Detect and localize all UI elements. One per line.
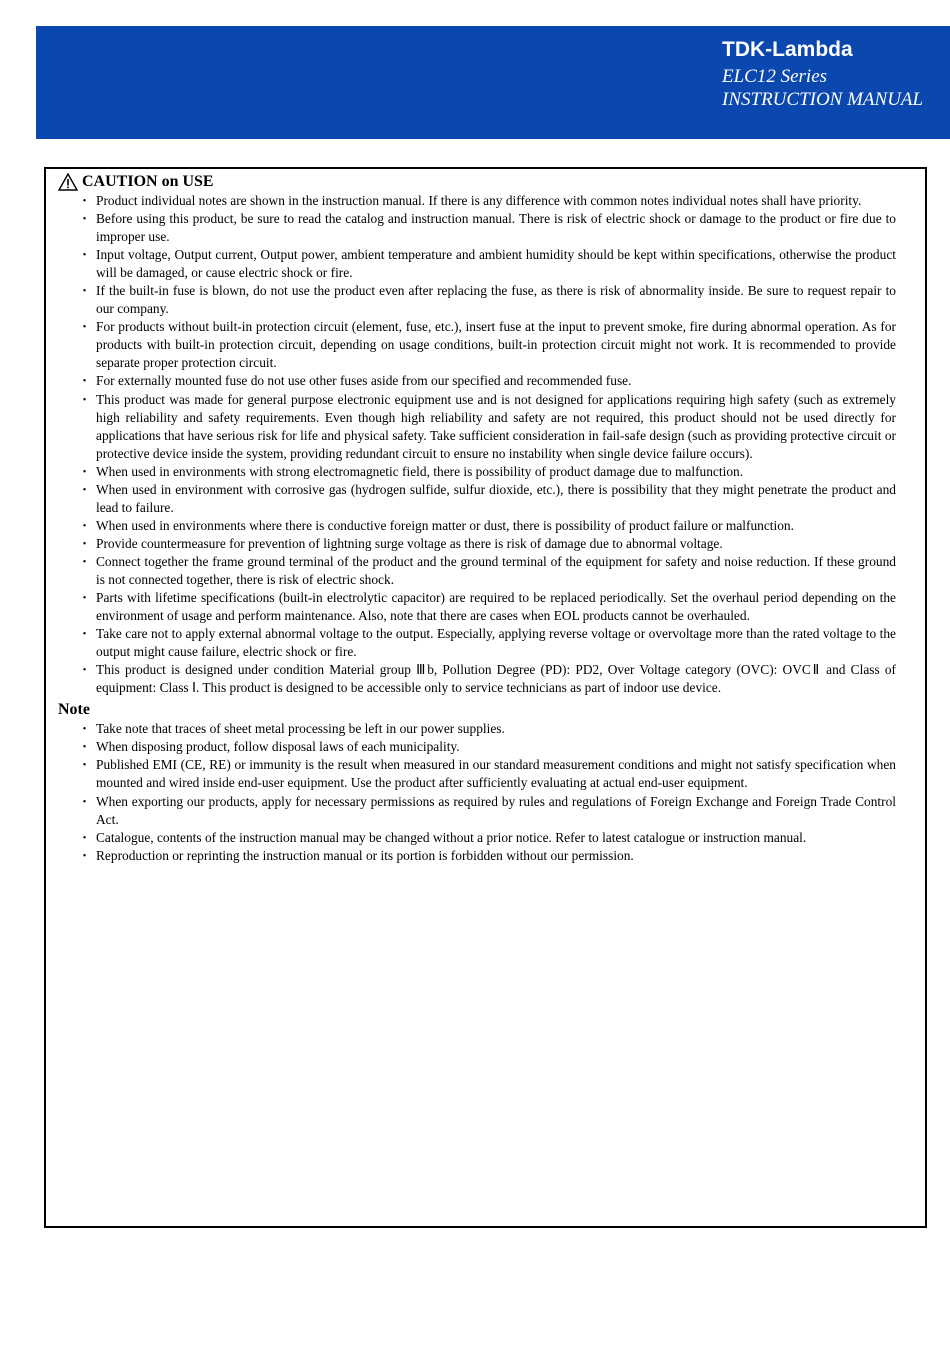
list-item: ・ Provide countermeasure for prevention of lightning surge voltage as there is risk of damage due to abnormal voltage.	[58, 535, 896, 553]
list-item: ・ Input voltage, Output current, Output power, ambient temperature and ambient humidity should be kept within specifications, otherwise the product will be damaged, or cause electric shock or fire.	[58, 246, 896, 282]
list-item: ・ When exporting our products, apply for necessary permissions as required by rules and regulations of Foreign Exchange and Foreign Trade Control Act.	[58, 793, 896, 829]
note-list	[58, 720, 896, 864]
note-heading: Note	[58, 701, 90, 719]
list-item: ・ If the built-in fuse is blown, do not use the product even after replacing the fuse, as there is risk of abnormality inside. Be sure to request repair to our company.	[58, 282, 896, 318]
list-item: ・ Catalogue, contents of the instruction manual may be changed without a prior notice. Refer to latest catalogue or instruction manual.	[58, 829, 896, 847]
brand-name: TDK-Lambda	[722, 38, 853, 61]
list-item: ・ This product was made for general purpose electronic equipment use and is not designed for applications requiring high safety (such as extremely high reliability and safety requirements. Even though high reliability and safety are not required, this product should not be used directly for applications that have serious risk for life and physical safety. Take sufficient consideration in fail-safe design (such as providing protective circuit or protective device inside the system, providing redundant circuit to ensure no instability when single device failure occurs).	[58, 391, 896, 463]
list-item: ・ Product individual notes are shown in the instruction manual. If there is any difference with common notes individual notes shall have priority.	[58, 192, 896, 210]
list-item: ・ For products without built-in protection circuit (element, fuse, etc.), insert fuse at the input to prevent smoke, fire during abnormal operation. As for products with built-in protection circuit, depending on usage conditions, built-in protection circuit might not work. It is recommended to provide separate proper protection circuit.	[58, 318, 896, 372]
list-item: ・ Take care not to apply external abnormal voltage to the output. Especially, applying reverse voltage or overvoltage more than the rated voltage to the output might cause failure, electric shock or fire.	[58, 625, 896, 661]
list-item: ・ Parts with lifetime specifications (built-in electrolytic capacitor) are required to be replaced periodically. Set the overhaul period depending on the environment of usage and perform maintenance. Also, note that there are cases when EOL products cannot be overhauled.	[58, 589, 896, 625]
list-item: ・ Connect together the frame ground terminal of the product and the ground terminal of the equipment for safety and noise reduction. If these ground is not connected together, there is risk of electric shock.	[58, 553, 896, 589]
caution-heading	[58, 172, 896, 192]
document-type: INSTRUCTION MANUAL	[722, 89, 924, 110]
caution-list	[58, 192, 896, 697]
list-item: ・ When disposing product, follow disposal laws of each municipality.	[58, 738, 896, 756]
list-item: ・ Published EMI (CE, RE) or immunity is the result when measured in our standard measurement conditions and might not satisfy specification when mounted and wired inside end-user equipment. Use the product after sufficiently evaluating at actual end-user equipment.	[58, 756, 896, 792]
list-item: ・ This product is designed under condition Material group Ⅲb, Pollution Degree (PD): PD2, Over Voltage category (OVC): OVCⅡ and Class of equipment: Class Ⅰ. This product is designed to be accessible only to service technicians as part of indoor use device.	[58, 661, 896, 697]
list-item: ・ Reproduction or reprinting the instruction manual or its portion is forbidden without our permission.	[58, 847, 896, 865]
caution-title: CAUTION on USE	[82, 173, 214, 190]
list-item: ・ When used in environments with strong electromagnetic field, there is possibility of product damage due to malfunction.	[58, 463, 896, 481]
list-item: ・ When used in environments where there is conductive foreign matter or dust, there is possibility of product failure or malfunction.	[58, 517, 896, 535]
warning-triangle-icon	[58, 173, 78, 191]
list-item: ・ Take note that traces of sheet metal processing be left in our power supplies.	[58, 720, 896, 738]
list-item: ・ Before using this product, be sure to read the catalog and instruction manual. There is risk of electric shock or damage to the product or fire due to improper use.	[58, 210, 896, 246]
main-content	[58, 172, 896, 865]
list-item: ・ When used in environment with corrosive gas (hydrogen sulfide, sulfur dioxide, etc.), there is possibility that they might penetrate the product and lead to failure.	[58, 481, 896, 517]
series-name: ELC12 Series	[722, 66, 828, 87]
list-item: ・ For externally mounted fuse do not use other fuses aside from our specified and recommended fuse.	[58, 372, 896, 390]
